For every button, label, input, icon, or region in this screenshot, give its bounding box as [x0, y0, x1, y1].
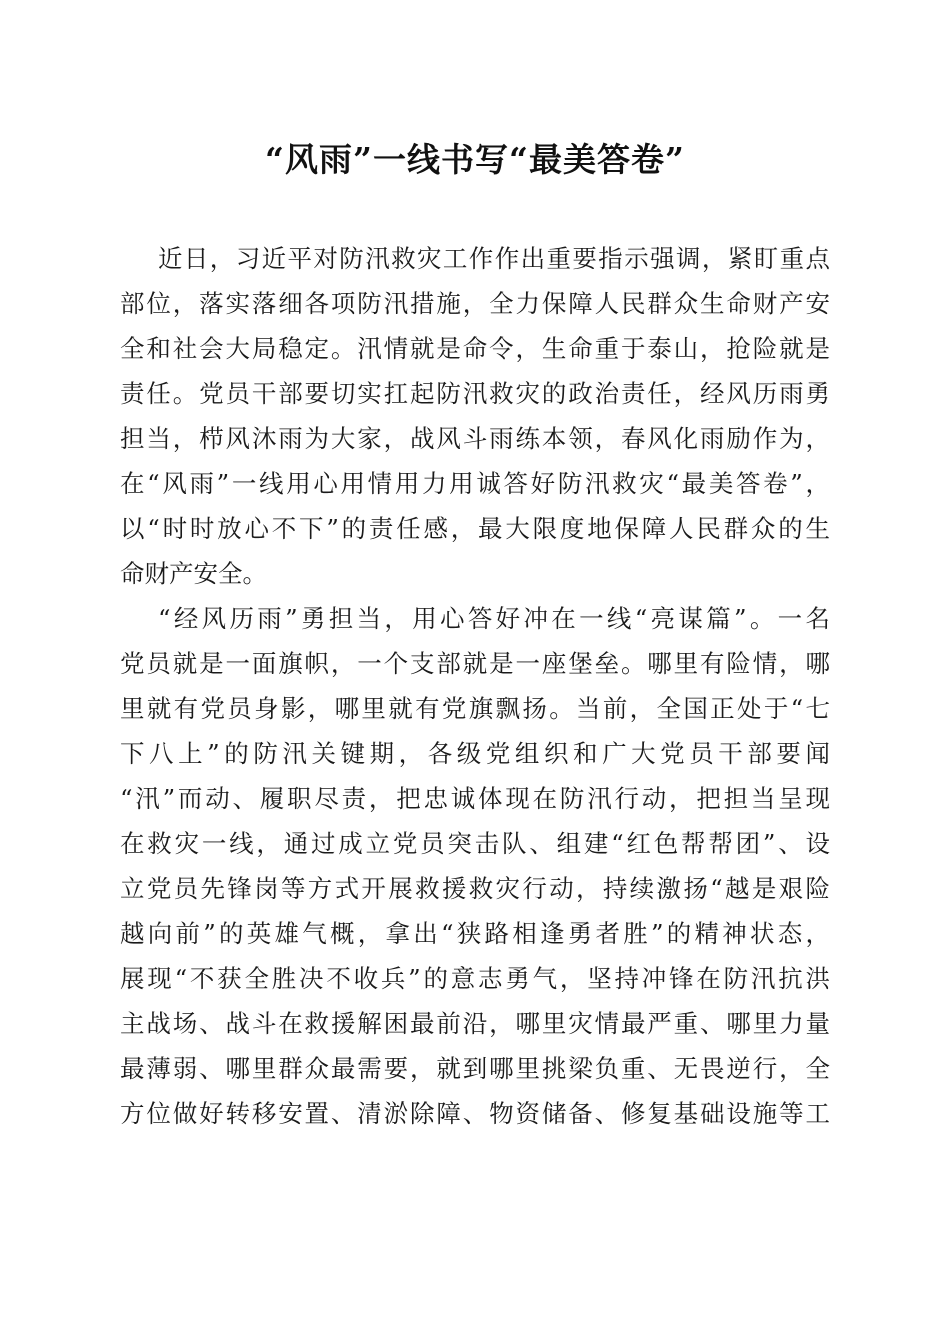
paragraph-2-line-8: 越向前”的英雄气概，拿出“狭路相逢勇者胜”的精神状态， — [120, 919, 830, 948]
paragraph-1-line-3: 全和社会大局稳定。汛情就是命令，生命重于泰山，抢险就是 — [120, 334, 830, 363]
paragraph-2-line-2: 党员就是一面旗帜，一个支部就是一座堡垒。哪里有险情，哪 — [120, 649, 830, 678]
document-body — [120, 236, 830, 1136]
paragraph-2-line-9: 展现“不获全胜决不收兵”的意志勇气，坚持冲锋在防汛抗洪 — [120, 964, 830, 993]
paragraph-1-line-7: 以“时时放心不下”的责任感，最大限度地保障人民群众的生 — [120, 514, 830, 543]
document-title: “风雨”一线书写“最美答卷” — [265, 140, 685, 179]
paragraph-2-line-5: “汛”而动、履职尽责，把忠诚体现在防汛行动，把担当呈现 — [120, 784, 830, 813]
paragraph-1-line-5: 担当，栉风沐雨为大家，战风斗雨练本领，春风化雨励作为， — [120, 424, 830, 453]
paragraph-2-line-3: 里就有党员身影，哪里就有党旗飘扬。当前，全国正处于“七 — [120, 694, 830, 723]
paragraph-2-line-4: 下八上”的防汛关键期，各级党组织和广大党员干部要闻 — [120, 739, 830, 768]
paragraph-1-line-1: 近日，习近平对防汛救灾工作作出重要指示强调，紧盯重点 — [158, 244, 830, 273]
paragraph-2-line-10: 主战场、战斗在救援解困最前沿，哪里灾情最严重、哪里力量 — [120, 1009, 830, 1038]
paragraph-1-line-2: 部位，落实落细各项防汛措施，全力保障人民群众生命财产安 — [120, 289, 830, 318]
paragraph-2-line-12: 方位做好转移安置、清淤除障、物资储备、修复基础设施等工 — [120, 1099, 830, 1128]
paragraph-2-line-7: 立党员先锋岗等方式开展救援救灾行动，持续激扬“越是艰险 — [120, 874, 830, 903]
paragraph-1-line-6: 在“风雨”一线用心用情用力用诚答好防汛救灾“最美答卷”， — [120, 469, 830, 498]
paragraph-1-line-4: 责任。党员干部要切实扛起防汛救灾的政治责任，经风历雨勇 — [120, 379, 830, 408]
paragraph-2-line-1: “经风历雨”勇担当，用心答好冲在一线“亮谋篇”。一名 — [158, 604, 830, 633]
paragraph-2-line-11: 最薄弱、哪里群众最需要，就到哪里挑梁负重、无畏逆行，全 — [120, 1054, 830, 1083]
paragraph-2-line-6: 在救灾一线，通过成立党员突击队、组建“红色帮帮团”、设 — [120, 829, 830, 858]
paragraph-1-line-8: 命财产安全。 — [120, 559, 267, 588]
